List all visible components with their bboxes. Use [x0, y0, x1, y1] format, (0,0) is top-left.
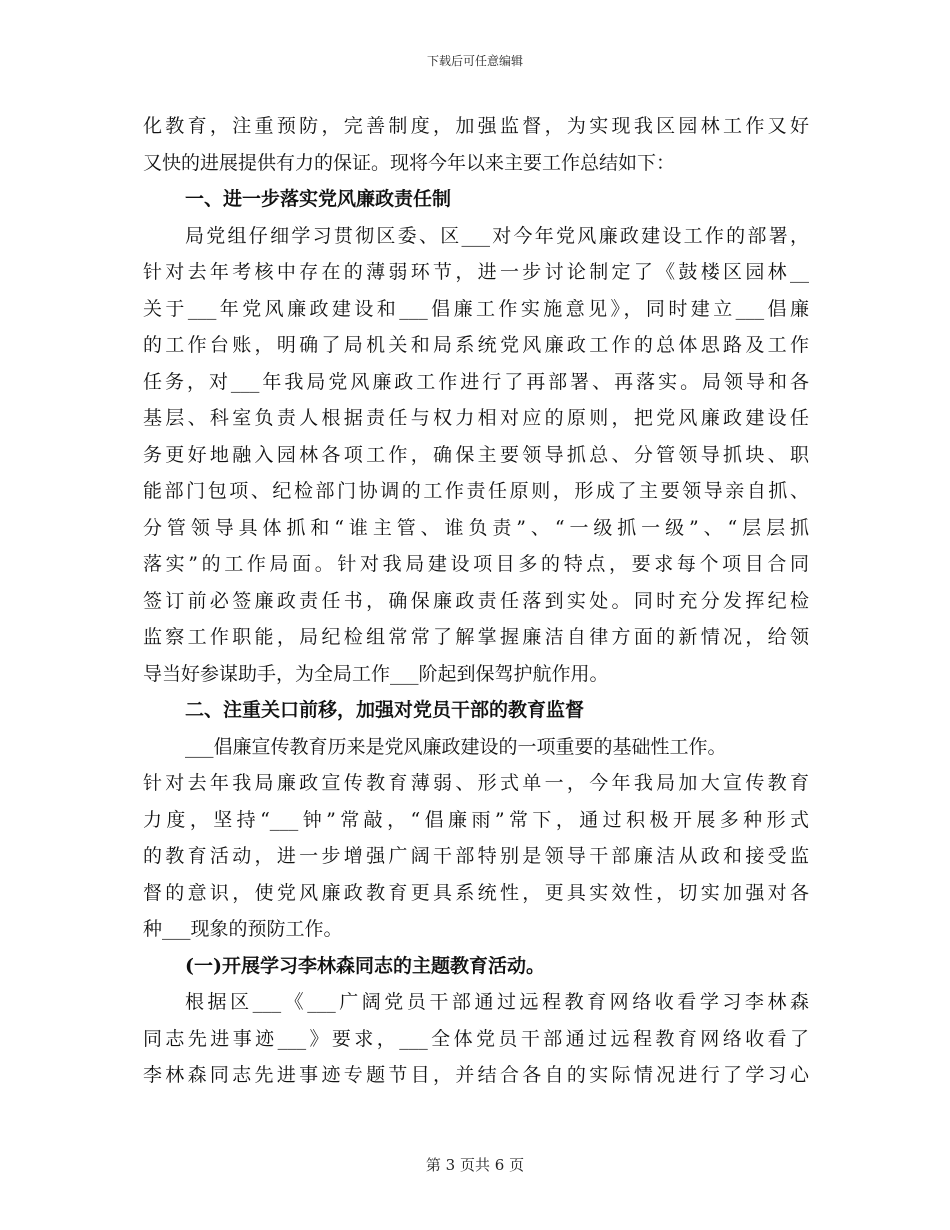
text-line: 务更好地融入园林各项工作，确保主要领导抓总、分管领导抓块、职	[143, 443, 809, 466]
text-line: 针对去年我局廉政宣传教育薄弱、形式单一，今年我局加大宣传教育	[143, 772, 809, 794]
text-line: 落实”的工作局面。针对我局建设项目多的特点，要求每个项目合同	[143, 553, 809, 575]
section-heading: 一、进一步落实党风廉政责任制	[185, 188, 452, 210]
text-line: 任务，对___年我局党风廉政工作进行了再部署、再落实。局领导和各	[143, 370, 809, 393]
text-line: 的教育活动，进一步增强广阔干部特别是领导干部廉洁从政和接受监	[143, 845, 809, 867]
text-line: 签订前必签廉政责任书，确保廉政责任落到实处。同时充分发挥纪检	[143, 589, 809, 612]
text-line: 根据区___《___广阔党员干部通过远程教育网络收看学习李林森	[185, 991, 809, 1013]
subsection-heading: (一)开展学习李林森同志的主题教育活动。	[185, 954, 545, 977]
text-line: 局党组仔细学习贯彻区委、区___对今年党风廉政建设工作的部署，	[185, 224, 809, 247]
text-line: 分管领导具体抓和“谁主管、谁负责”、“一级抓一级”、“层层抓	[143, 516, 809, 539]
text-line: 针对去年考核中存在的薄弱环节，进一步讨论制定了《鼓楼区园林__	[143, 261, 809, 283]
text-line: 督的意识，使党风廉政教育更具系统性，更具实效性，切实加强对各	[143, 881, 809, 904]
text-line: 李林森同志先进事迹专题节目，并结合各自的实际情况进行了学习心	[143, 1064, 809, 1086]
text-line: 监察工作职能，局纪检组常常了解掌握廉洁自律方面的新情况，给领	[143, 626, 809, 648]
text-line: 同志先进事迹___》要求，___全体党员干部通过远程教育网络收看了	[143, 1027, 809, 1050]
text-line: 关于___年党风廉政建设和___倡廉工作实施意见》，同时建立___倡廉	[143, 297, 809, 320]
text-line: 能部门包项、纪检部门协调的工作责任原则，形成了主要领导亲自抓、	[143, 480, 809, 502]
text-line: 化教育，注重预防，完善制度，加强监督，为实现我区园林工作又好	[143, 115, 809, 137]
text-line: 又快的进展提供有力的保证。现将今年以来主要工作总结如下：	[143, 151, 676, 174]
page-header: 下载后可任意编辑	[426, 54, 523, 68]
document-body	[143, 108, 809, 1094]
text-line: 基层、科室负责人根据责任与权力相对应的原则，把党风廉政建设任	[143, 407, 809, 429]
text-line: 导当好参谋助手，为全局工作___阶起到保驾护航作用。	[143, 662, 609, 685]
text-line: ___倡廉宣传教育历来是党风廉政建设的一项重要的基础性工作。	[185, 735, 727, 758]
text-line: 种___现象的预防工作。	[143, 918, 343, 940]
section-heading: 二、注重关口前移，加强对党员干部的教育监督	[185, 699, 585, 721]
text-line: 的工作台账，明确了局机关和局系统党风廉政工作的总体思路及工作	[143, 334, 809, 356]
text-line: 力度，坚持“___钟”常敲，“倡廉雨”常下，通过积极开展多种形式	[143, 808, 809, 831]
page-footer: 第 3 页共 6 页	[425, 1156, 525, 1174]
